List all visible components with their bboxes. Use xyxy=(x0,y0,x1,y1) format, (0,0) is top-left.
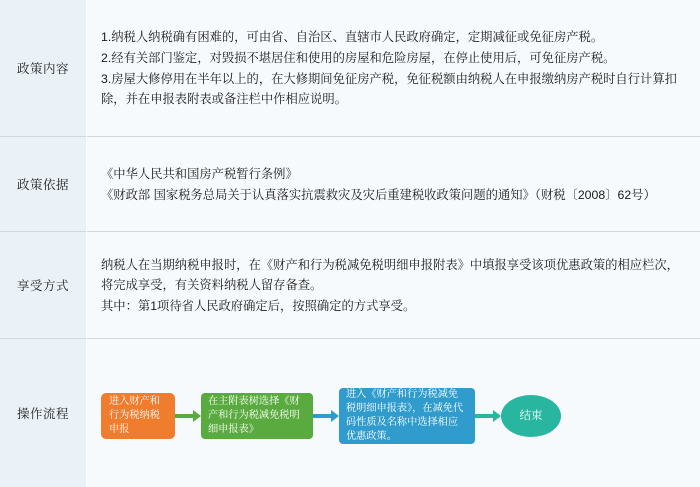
flow-node-end: 结束 xyxy=(501,395,561,437)
flow-node-step2: 进入《财产和行为税减免税明细申报表》，在减免代码性质及名称中选择相应优惠政策。 xyxy=(339,388,475,444)
row-label-policy-content: 政策内容 xyxy=(0,0,87,137)
enjoy-method-paragraph-2: 其中：第1项待省人民政府确定后，按照确定的方式享受。 xyxy=(101,296,688,316)
row-content-enjoy-method xyxy=(87,232,700,339)
enjoy-method-paragraph-1: 纳税人在当期纳税申报时，在《财产和行为税减免税明细申报附表》中填报享受该项优惠政策的相应栏次，将完成享受，有关资料纳税人留存备查。 xyxy=(101,255,688,295)
row-label-policy-basis: 政策依据 xyxy=(0,137,87,232)
policy-content-paragraph-3: 3.房屋大修停用在半年以上的，在大修期间免征房产税，免征税额由纳税人在申报缴纳房产税时自行计算扣除，并在申报表附表或备注栏中作相应说明。 xyxy=(101,69,688,109)
row-label-enjoy-method: 享受方式 xyxy=(0,232,87,339)
row-label-operation-flow: 操作流程 xyxy=(0,339,87,487)
flow-arrow-2-icon xyxy=(313,410,339,422)
row-content-operation-flow xyxy=(87,339,700,487)
table-row-enjoy-method xyxy=(0,232,700,339)
table-row-operation-flow xyxy=(0,339,700,487)
policy-basis-paragraph-1: 《中华人民共和国房产税暂行条例》 xyxy=(101,164,688,184)
flow-node-step1: 在主附表树选择《财产和行为税减免税明细申报表》 xyxy=(201,393,313,439)
row-content-policy-content xyxy=(87,0,700,137)
policy-content-paragraph-2: 2.经有关部门鉴定，对毁损不堪居住和使用的房屋和危险房屋，在停止使用后，可免征房产税。 xyxy=(101,48,688,68)
row-content-policy-basis xyxy=(87,137,700,232)
policy-content-paragraph-1: 1.纳税人纳税确有困难的，可由省、自治区、直辖市人民政府确定，定期减征或免征房产税。 xyxy=(101,27,688,47)
flow-node-start: 进入财产和行为税纳税申报 xyxy=(101,393,175,439)
operation-flow-diagram xyxy=(101,382,688,444)
flow-arrow-1-icon xyxy=(175,410,201,422)
table-row-policy-content xyxy=(0,0,700,137)
flow-arrow-3-icon xyxy=(475,410,501,422)
policy-basis-paragraph-2: 《财政部 国家税务总局关于认真落实抗震救灾及灾后重建税收政策问题的通知》（财税〔2008〕62号） xyxy=(101,185,688,205)
table-row-policy-basis xyxy=(0,137,700,232)
